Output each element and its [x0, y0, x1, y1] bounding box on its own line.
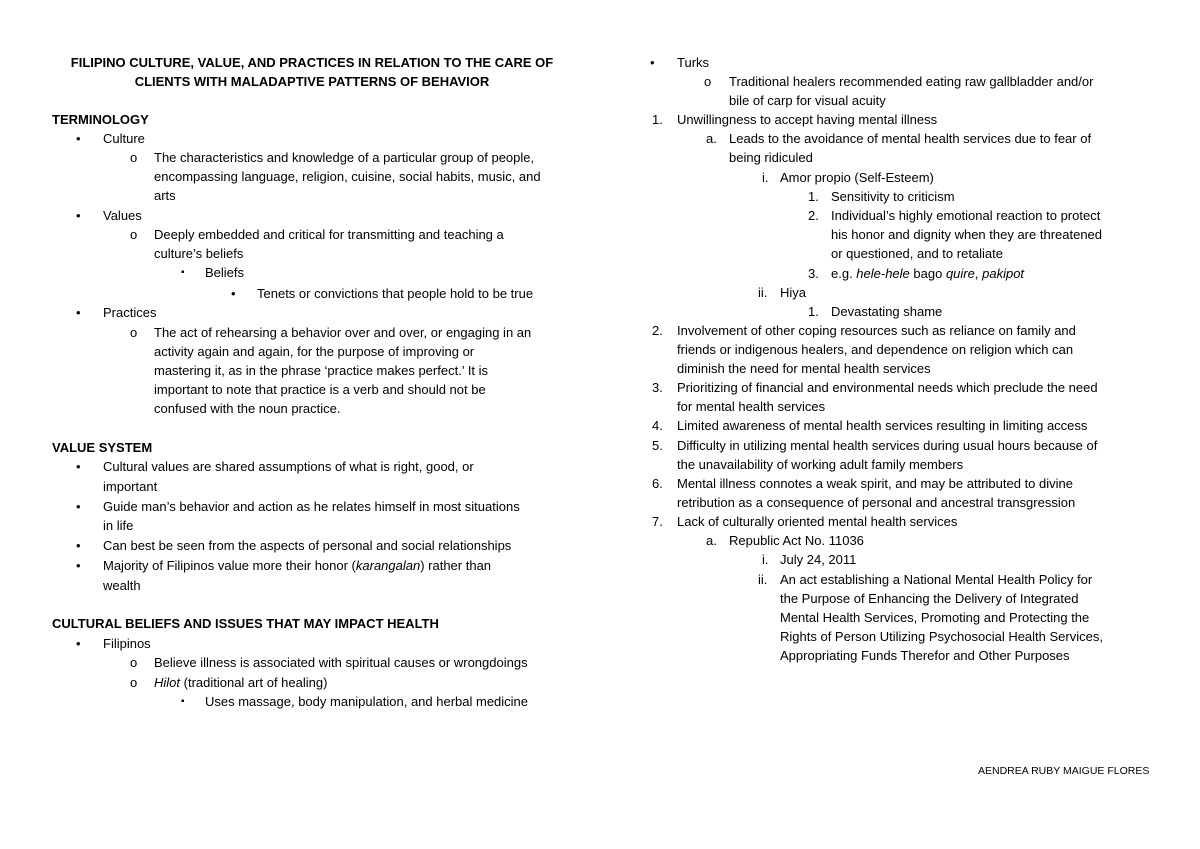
sub-item: Sensitivity to criticism	[831, 189, 955, 204]
act-description-line: the Purpose of Enhancing the Delivery of Integrated	[780, 591, 1079, 606]
sub-item: Devastating shame	[831, 304, 943, 319]
sub-item-line: or questioned, and to retaliate	[831, 246, 1004, 261]
republic-act: Republic Act No. 11036	[729, 533, 864, 548]
bullet-marker: •	[76, 208, 81, 223]
value-item-line: Can best be seen from the aspects of personal and social relationships	[103, 538, 512, 553]
item-6-line: Mental illness connotes a weak spirit, and may be attributed to divine	[677, 476, 1073, 491]
text-run: e.g.	[831, 266, 857, 281]
item-1: Unwillingness to accept having mental illness	[677, 112, 938, 127]
text-run: (traditional art of healing)	[180, 675, 328, 690]
practices-def-line: activity again and again, for the purpose of improving or	[154, 344, 475, 359]
circle-marker: o	[130, 227, 138, 242]
roman-marker: i.	[762, 170, 769, 185]
turks-sub-line: Traditional healers recommended eating raw gallbladder and/or	[729, 74, 1094, 89]
term-values: Values	[103, 208, 142, 223]
item-3-line: for mental health services	[677, 399, 826, 414]
circle-marker: o	[130, 150, 138, 165]
text-run: Majority of Filipinos value more their honor (	[103, 558, 356, 573]
filipinos-label: Filipinos	[103, 636, 151, 651]
hilot-sub-line: Uses massage, body manipulation, and herbal medicine	[205, 694, 529, 709]
italic-term: karangalan	[355, 558, 421, 573]
circle-marker: o	[130, 675, 138, 690]
number-marker: 2.	[808, 208, 819, 223]
text-run: ,	[974, 266, 983, 281]
value-item-line: important	[103, 479, 158, 494]
item-7: Lack of culturally oriented mental health services	[677, 514, 958, 529]
text-run: ) rather than	[420, 558, 492, 573]
value-item-line: wealth	[103, 578, 141, 593]
number-marker: 1.	[808, 189, 819, 204]
heading-cultural-beliefs: CULTURAL BELIEFS AND ISSUES THAT MAY IMPACT HEALTH	[52, 616, 439, 631]
item-2-line: diminish the need for mental health services	[677, 361, 931, 376]
practices-def-line: confused with the noun practice.	[154, 401, 341, 416]
item-2-line: Involvement of other coping resources such as reliance on family and	[677, 323, 1076, 338]
bullet-marker: •	[76, 636, 81, 651]
bullet-marker: •	[76, 499, 81, 514]
hilot-line	[154, 673, 327, 692]
act-description-line: Rights of Person Utilizing Psychosocial Health Services,	[780, 629, 1103, 644]
act-description-line: Mental Health Services, Promoting and Protecting the	[780, 610, 1090, 625]
number-marker: 3.	[652, 380, 663, 395]
circle-marker: o	[130, 325, 138, 340]
item-6-line: retribution as a consequence of personal and ancestral transgression	[677, 495, 1076, 510]
act-description-line: An act establishing a National Mental Health Policy for	[780, 572, 1093, 587]
culture-def-line: encompassing language, religion, cuisine, social habits, music, and	[154, 169, 541, 184]
values-def-line: Deeply embedded and critical for transmitting and teaching a	[154, 227, 504, 242]
roman-marker: ii.	[758, 285, 768, 300]
turks-label: Turks	[677, 55, 710, 70]
turks-sub-line: bile of carp for visual acuity	[729, 93, 886, 108]
bullet-marker: •	[650, 55, 655, 70]
square-marker: ▪	[181, 267, 185, 278]
item-4: Limited awareness of mental health services resulting in limiting access	[677, 418, 1088, 433]
circle-marker: o	[704, 74, 712, 89]
culture-def-line: The characteristics and knowledge of a particular group of people,	[154, 150, 535, 165]
act-description-line: Appropriating Funds Therefor and Other Purposes	[780, 648, 1070, 663]
sub-item-line: Individual’s highly emotional reaction to protect	[831, 208, 1101, 223]
term-practices: Practices	[103, 305, 157, 320]
italic-term: hele-hele	[856, 266, 910, 281]
term-culture: Culture	[103, 131, 145, 146]
amor-propio: Amor propio (Self-Esteem)	[780, 170, 934, 185]
bullet-marker: •	[76, 538, 81, 553]
item-5-line: the unavailability of working adult family members	[677, 457, 964, 472]
belief-line: Believe illness is associated with spiritual causes or wrongdoings	[154, 655, 528, 670]
beliefs-def: Tenets or convictions that people hold to be true	[257, 286, 534, 301]
number-marker: 6.	[652, 476, 663, 491]
value-item-line: Guide man’s behavior and action as he relates himself in most situations	[103, 499, 520, 514]
italic-term: Hilot	[154, 675, 181, 690]
roman-marker: i.	[762, 552, 769, 567]
circle-marker: o	[130, 655, 138, 670]
italic-term: pakipot	[982, 266, 1025, 281]
value-item-line	[103, 556, 491, 575]
term-beliefs: Beliefs	[205, 265, 245, 280]
number-marker: 1.	[652, 112, 663, 127]
bullet-marker: •	[231, 286, 236, 301]
item-3-line: Prioritizing of financial and environmental needs which preclude the need	[677, 380, 1098, 395]
number-marker: 5.	[652, 438, 663, 453]
bullet-marker: •	[76, 305, 81, 320]
heading-terminology: TERMINOLOGY	[52, 112, 149, 127]
italic-term: quire	[945, 266, 975, 281]
text-run: bago	[909, 266, 946, 281]
title-line-1: FILIPINO CULTURE, VALUE, AND PRACTICES IN RELATION TO THE CARE OF	[70, 55, 554, 70]
bullet-marker: •	[76, 459, 81, 474]
bullet-marker: •	[76, 131, 81, 146]
practices-def-line: mastering it, as in the phrase ‘practice makes perfect.’ It is	[154, 363, 489, 378]
number-marker: 3.	[808, 266, 819, 281]
bullet-marker: •	[76, 558, 81, 573]
value-item-line: in life	[103, 518, 134, 533]
hiya: Hiya	[780, 285, 807, 300]
practices-def-line: important to note that practice is a verb and should not be	[154, 382, 486, 397]
letter-marker: a.	[706, 533, 717, 548]
sub-item-line: his honor and dignity when they are threatened	[831, 227, 1103, 242]
item-1a-line: being ridiculed	[729, 150, 813, 165]
title-line-2: CLIENTS WITH MALADAPTIVE PATTERNS OF BEHAVIOR	[134, 74, 490, 89]
act-date: July 24, 2011	[780, 552, 857, 567]
letter-marker: a.	[706, 131, 717, 146]
number-marker: 1.	[808, 304, 819, 319]
item-5-line: Difficulty in utilizing mental health services during usual hours because of	[677, 438, 1098, 453]
number-marker: 7.	[652, 514, 663, 529]
values-def-line: culture’s beliefs	[154, 246, 244, 261]
item-1a-line: Leads to the avoidance of mental health services due to fear of	[729, 131, 1092, 146]
culture-def-line: arts	[154, 188, 176, 203]
sub-item-example	[831, 264, 1024, 283]
practices-def-line: The act of rehearsing a behavior over and over, or engaging in an	[154, 325, 532, 340]
footer-author: AENDREA RUBY MAIGUE FLORES	[978, 765, 1150, 777]
square-marker: ▪	[181, 696, 185, 707]
item-2-line: friends or indigenous healers, and dependence on religion which can	[677, 342, 1074, 357]
number-marker: 2.	[652, 323, 663, 338]
value-item-line: Cultural values are shared assumptions of what is right, good, or	[103, 459, 474, 474]
roman-marker: ii.	[758, 572, 768, 587]
heading-value-system: VALUE SYSTEM	[52, 440, 153, 455]
number-marker: 4.	[652, 418, 663, 433]
